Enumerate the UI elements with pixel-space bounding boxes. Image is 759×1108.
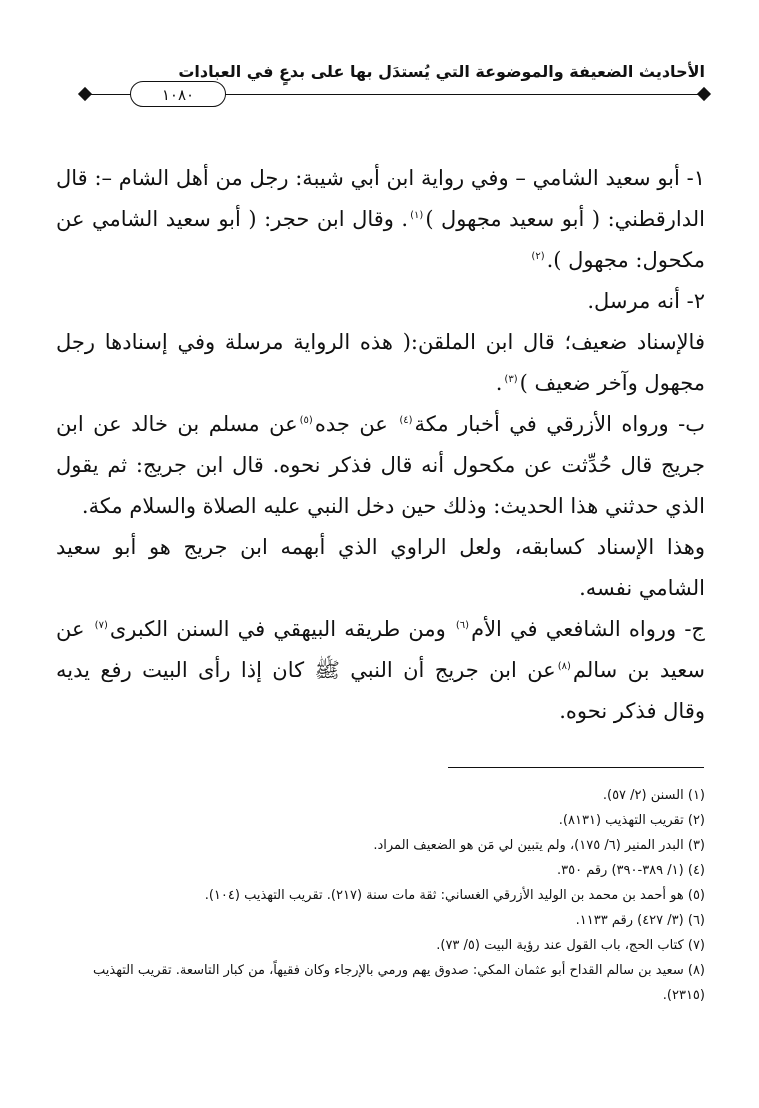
main-text [56,158,705,732]
text-span: فالإسناد ضعيف؛ قال ابن الملقن:( هذه الرواية مرسلة وفي إسنادها رجل مجهول وآخر ضعيف ) [56,330,705,395]
footnote-ref-5: (٥) [299,415,313,426]
running-header-title: الأحاديث الضعيفة والموضوعة التي يُستدَل بها على بدعٍ في العبادات [178,62,705,81]
footnote-ref-3: (٣) [504,374,518,385]
paragraph-1 [56,158,705,281]
text-span: عن ابن جريج أن النبي ﷺ كان إذا رأى البيت رفع يديه وقال فذكر نحوه. [56,658,705,723]
footnote-4: (٤) (١/ ٣٨٩-٣٩٠) رقم ٣٥٠. [556,863,705,878]
footnote-8: (٨) سعيد بن سالم القداح أبو عثمان المكي: صدوق يهم ورمي بالإرجاء وكان فقيهاً، من كبار التاسعة. تقريب التهذيب (٢٣١٥). [93,963,705,1003]
footnote-5: (٥) هو أحمد بن محمد بن الوليد الأزرقي الغساني: ثقة مات سنة (٢١٧). تقريب التهذيب (١٠٤). [204,888,705,903]
paragraph-4 [56,404,705,527]
footnote-ref-4: (٤) [399,415,413,426]
footnotes [48,783,705,1008]
paragraph-3 [56,322,705,404]
text-span: عن جده [314,412,398,436]
text-span: ج- ورواه الشافعي في الأم [471,617,705,641]
footnote-ref-2: (٢) [531,251,545,262]
footnote-ref-6: (٦) [455,620,470,631]
text-span: ومن طريقه البيهقي في السنن الكبرى [109,617,454,641]
paragraph-2: ٢- أنه مرسل. [587,289,705,313]
paragraph-6 [56,609,705,732]
diamond-ornament-left [78,87,92,101]
footnote-1: (١) السنن (٢/ ٥٧). [602,788,705,803]
page-number: ١٠٨٠ [130,81,226,107]
text-span: . [495,371,503,395]
text-span: ب- ورواه الأزرقي في أخبار مكة [414,412,705,436]
text-span: . وقال ابن حجر: ( أبو سعيد الشامي عن مكحول: مجهول ). [56,207,705,272]
footnote-separator [448,767,704,768]
footnote-6: (٦) (٣/ ٤٢٧) رقم ١١٣٣. [575,913,705,928]
footnote-2: (٢) تقريب التهذيب (٨١٣١). [558,813,705,828]
footnote-3: (٣) البدر المنير (٦/ ١٧٥)، ولم يتبين لي مَن هو الضعيف المراد. [373,838,705,853]
paragraph-5: وهذا الإسناد كسابقه، ولعل الراوي الذي أبهمه ابن جريج هو أبو سعيد الشامي نفسه. [56,535,705,600]
footnote-ref-1: (١) [410,210,424,221]
text-span: ١- أبو سعيد الشامي – وفي رواية ابن أبي شيبة: رجل من أهل الشام –: قال الدارقطني: ( أبو سعيد مجهول ) [56,166,706,231]
diamond-ornament-right [697,87,711,101]
text-span: عن مسلم بن خالد عن ابن جريج قال حُدِّثت عن مكحول أنه قال فذكر نحوه. قال ابن جريج: ثم يقول الذي حدثني هذا الحديث: وذلك حين دخل النبي عليه الصلاة والسلام مكة. [56,412,705,518]
footnote-ref-7: (٧) [94,620,108,631]
footnote-ref-8: (٨) [557,661,571,672]
text-span: عن سعيد بن سالم [56,617,705,682]
footnote-7: (٧) كتاب الحج، باب القول عند رؤية البيت (٥/ ٧٣). [436,938,705,953]
